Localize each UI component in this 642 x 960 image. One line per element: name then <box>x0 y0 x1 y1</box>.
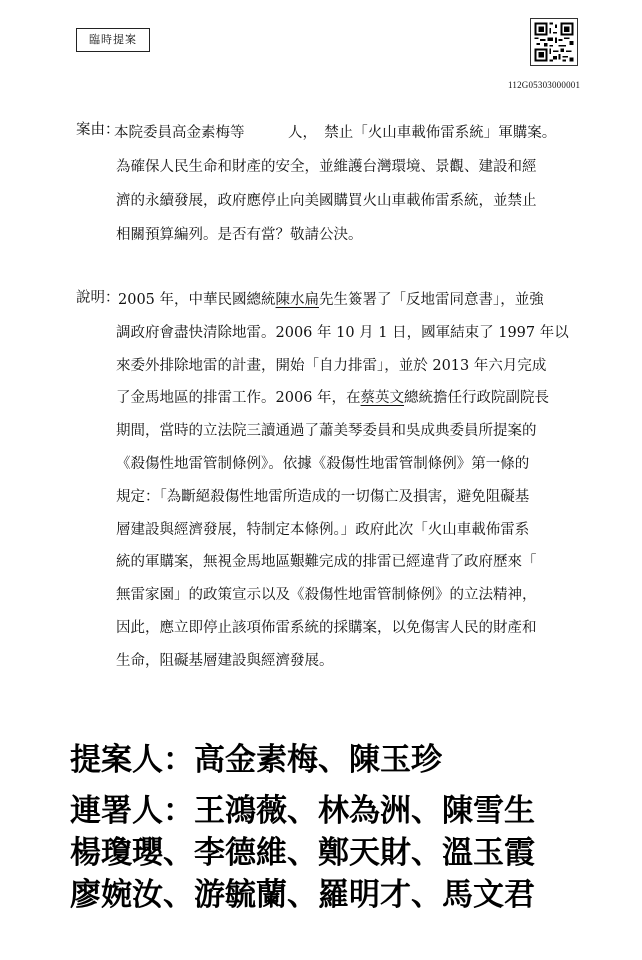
explanation-line: 《殺傷性地雷管制條例》。依據《殺傷性地雷管制條例》第一條的 <box>116 455 530 472</box>
text-span: 總統擔任行政院副院長 <box>404 390 550 407</box>
underlined-name: 蔡英文 <box>360 390 405 407</box>
case-line: 為確保人民生命和財產的安全，並維護台灣環境、景觀、建設和經 <box>116 159 537 175</box>
explanation-line: 層建設與經濟發展，特制定本條例。」政府此次「火山車載佈雷系 <box>116 521 530 538</box>
cosigner-line: 廖婉汝、游毓蘭、羅明才、馬文君 <box>70 877 535 913</box>
text-span: 先生簽署了「反地雷同意書」，並強 <box>319 292 544 308</box>
case-line: 相關預算編列。是否有當？敬請公決。 <box>116 227 363 243</box>
text-span: 2005 年，中華民國總統 <box>118 292 276 308</box>
explanation-line: 統的軍購案，無視金馬地區艱難完成的排雷已經違背了政府歷來「 <box>116 554 537 571</box>
proposer-line: 提案人：高金素梅、陳玉珍 <box>70 742 442 778</box>
underlined-name: 陳水扁 <box>275 292 320 308</box>
explanation-line: 生命，阻礙基層建設與經濟發展。 <box>116 652 334 669</box>
explanation-line: 期間，當時的立法院三讀通過了蕭美琴委員和吳成典委員所提案的 <box>116 423 537 440</box>
cosigner-line: 楊瓊瓔、李德維、鄭天財、溫玉霞 <box>70 835 535 871</box>
explanation-line: 無雷家園」的政策宣示以及《殺傷性地雷管制條例》的立法精神， <box>116 587 537 604</box>
proposal-type-tag: 臨時提案 <box>76 28 150 52</box>
case-line: 本院委員高金素梅等 人， 禁止「火山車載佈雷系統」軍購案。 <box>114 125 557 141</box>
explanation-line: 調政府會盡快清除地雷。2006 年 10 月 1 日，國軍結束了 1997 年以 <box>116 324 569 341</box>
document-id: 112G05303000001 <box>508 80 581 90</box>
explanation-section <box>76 284 586 678</box>
case-section <box>76 116 586 252</box>
explanation-line <box>76 284 586 317</box>
case-label: 案由： <box>76 122 120 138</box>
explanation-line: 因此，應立即停止該項佈雷系統的採購案，以免傷害人民的財產和 <box>116 619 537 636</box>
qr-code <box>530 18 578 66</box>
explanation-line: 規定：「為斷絕殺傷性地雷所造成的一切傷亡及損害，避免阻礙基 <box>116 488 530 505</box>
case-line: 濟的永續發展，政府應停止向美國購買火山車載佈雷系統，並禁止 <box>116 193 537 209</box>
explanation-line <box>76 382 586 415</box>
explanation-label: 說明： <box>76 290 120 306</box>
text-span: 了金馬地區的排雷工作。2006 年，在 <box>116 390 361 407</box>
explanation-line: 來委外排除地雷的計畫，開始「自力排雷」，並於 2013 年六月完成 <box>116 357 547 374</box>
signatories-block <box>70 738 610 916</box>
cosigner-line: 連署人：王鴻薇、林為洲、陳雪生 <box>70 793 535 829</box>
